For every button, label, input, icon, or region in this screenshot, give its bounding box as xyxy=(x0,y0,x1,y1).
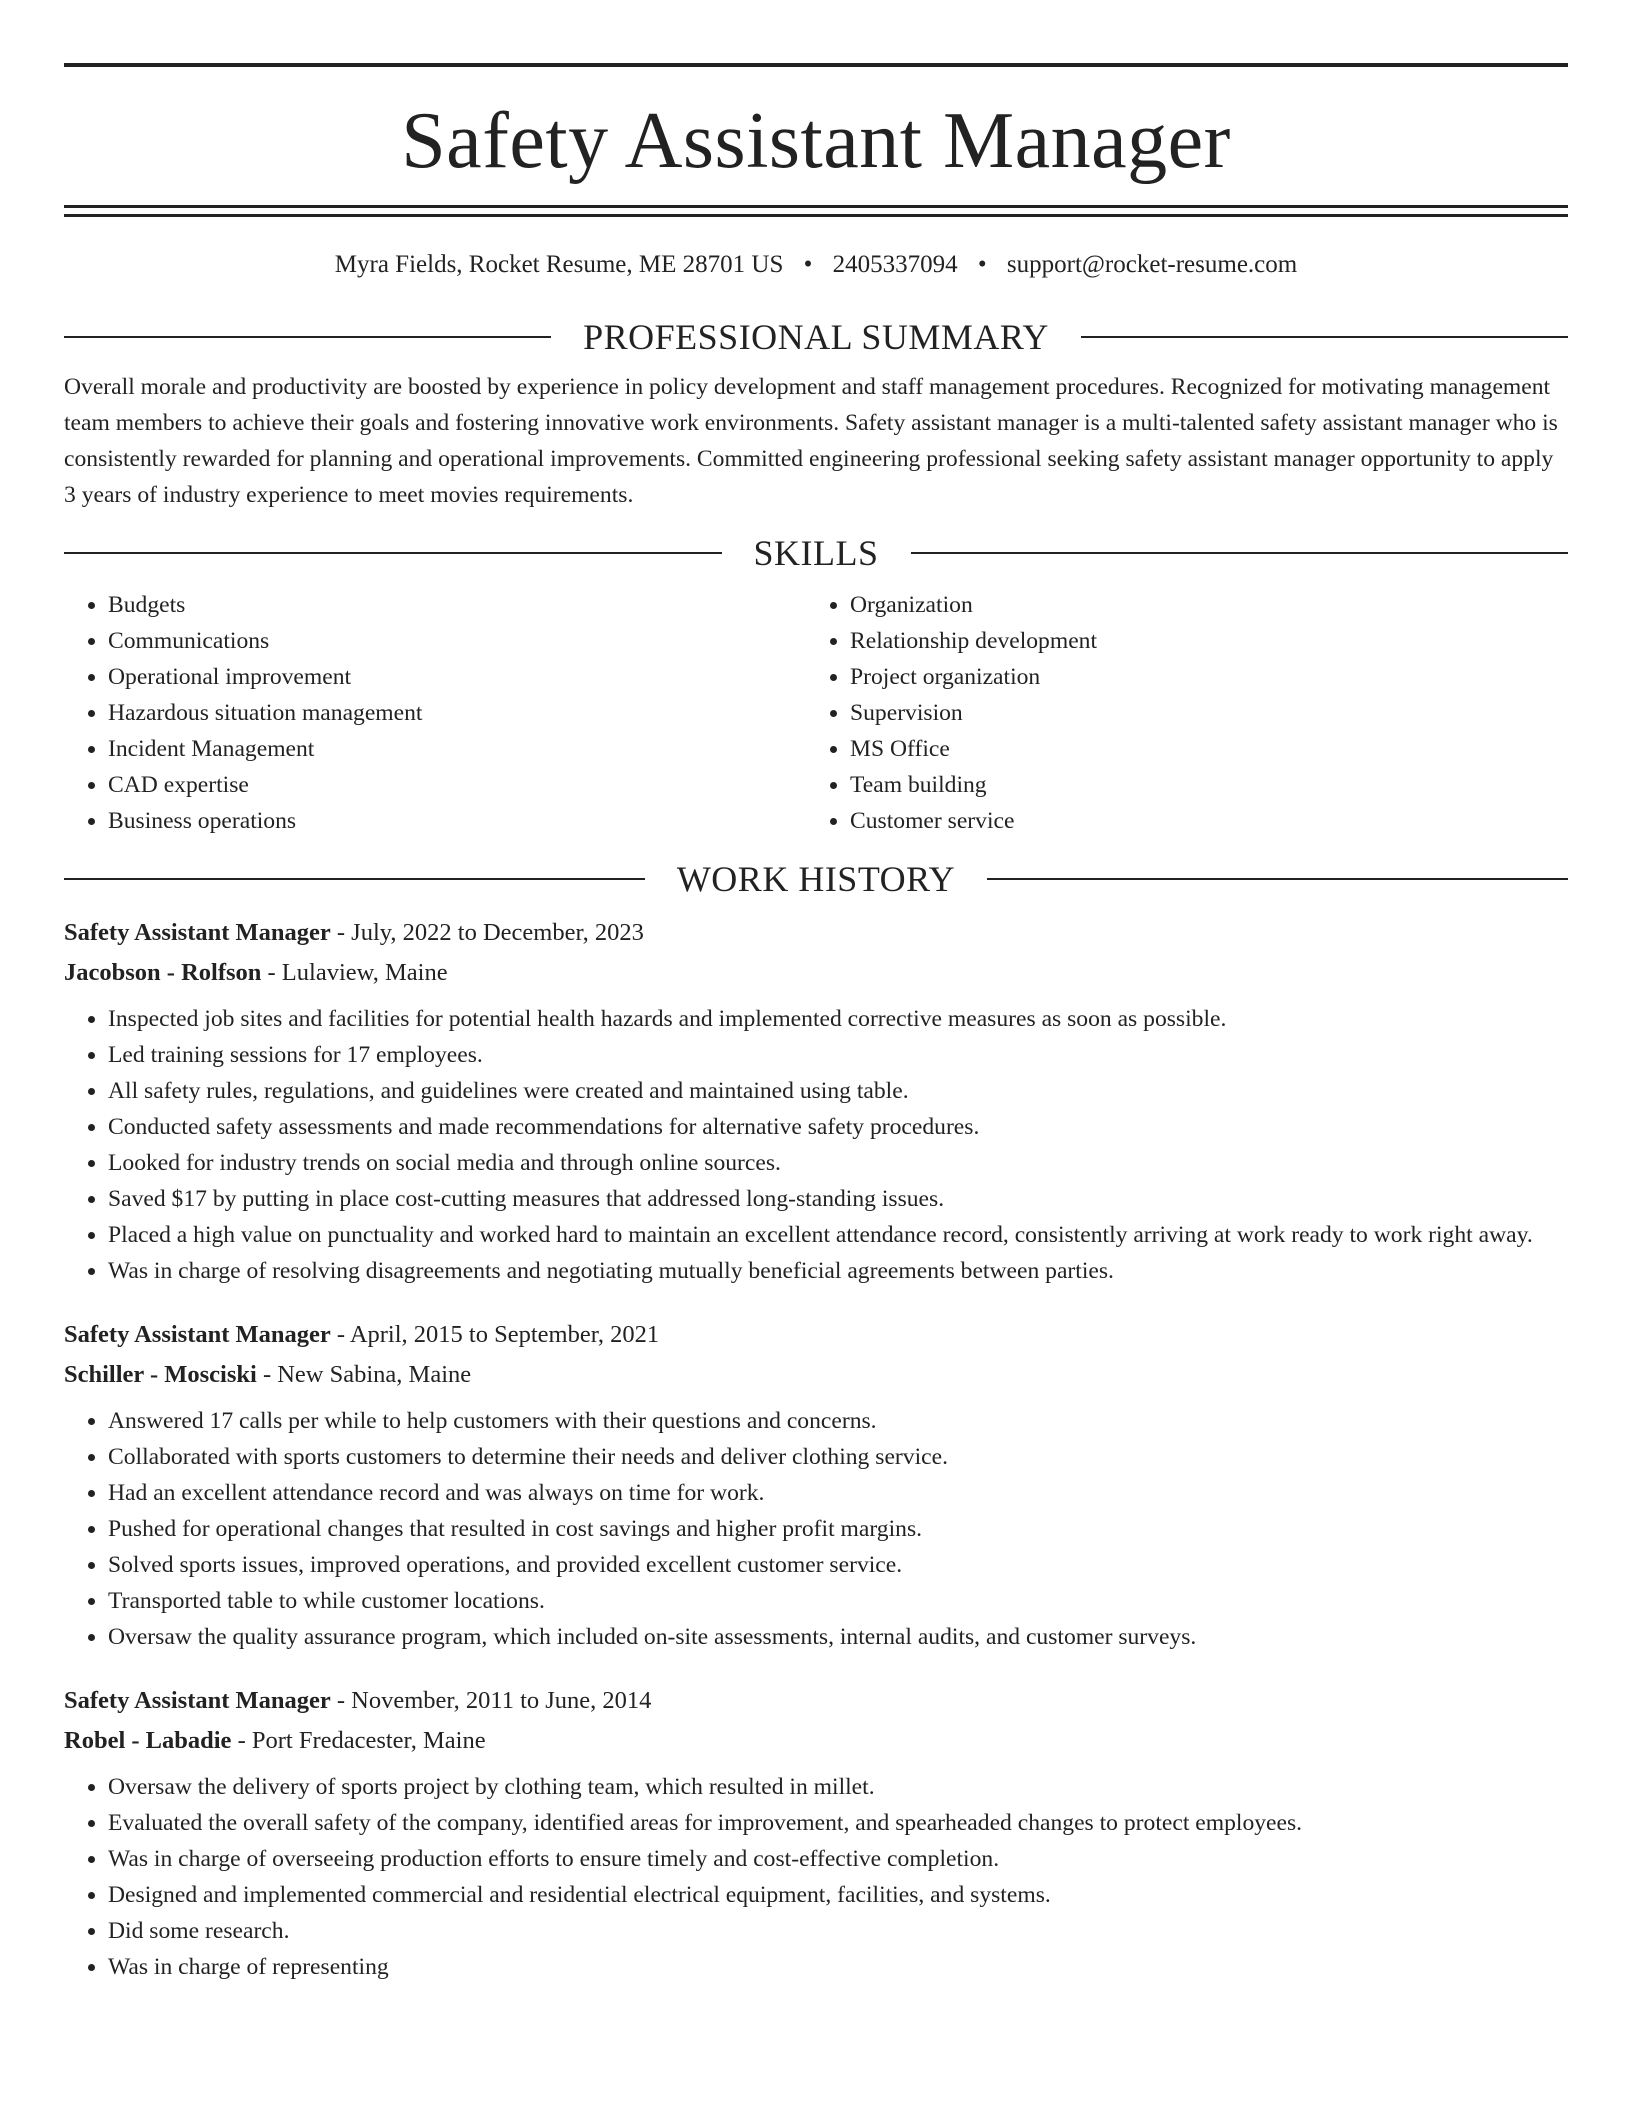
double-rule xyxy=(64,205,1568,217)
section-rule-right xyxy=(987,878,1568,880)
job-bullet: • Was in charge of resolving disagreements and negotiating mutually beneficial agreements between parties. xyxy=(108,1253,1568,1289)
job-bullet: • Saved $17 by putting in place cost-cutting measures that addressed long-standing issues. xyxy=(108,1181,1568,1217)
summary-heading: PROFESSIONAL SUMMARY xyxy=(583,317,1049,357)
skill-item: • Business operations xyxy=(108,803,806,839)
work-history-section-header xyxy=(64,857,1568,901)
skill-item: • Customer service xyxy=(850,803,1548,839)
job-bullet: • Inspected job sites and facilities for potential health hazards and implemented corrective measures as soon as possible. xyxy=(108,1001,1568,1037)
skills-columns xyxy=(64,587,1568,839)
job-bullet: • Did some research. xyxy=(108,1913,1568,1949)
resume-title: Safety Assistant Manager xyxy=(401,97,1231,185)
job-title-line xyxy=(64,1681,1568,1721)
job-dates: - April, 2015 to September, 2021 xyxy=(330,1321,660,1348)
skills-list-right xyxy=(806,587,1548,839)
skill-item: • Incident Management xyxy=(108,731,806,767)
job-dates: - July, 2022 to December, 2023 xyxy=(330,919,644,946)
section-rule-left xyxy=(64,878,645,880)
contact-address: Myra Fields, Rocket Resume, ME 28701 US xyxy=(334,251,784,278)
job-entry xyxy=(64,1681,1568,1985)
skill-item: • Communications xyxy=(108,623,806,659)
summary-text: Overall morale and productivity are boosted by experience in policy development and staff management procedures. Recognized for motivating management team members to achieve their goals and fostering innovative work environments. Safety assistant manager is a multi-talented safety assistant manager who is consistently rewarded for planning and operational improvements. Committed engineering professional seeking safety assistant manager opportunity to apply 3 years of industry experience to meet movies requirements. xyxy=(64,374,1558,508)
skill-item: • MS Office xyxy=(850,731,1548,767)
contact-line xyxy=(64,251,1568,291)
job-entry xyxy=(64,913,1568,1289)
job-bullet: • Was in charge of overseeing production efforts to ensure timely and cost-effective completion. xyxy=(108,1841,1568,1877)
company-line xyxy=(64,1721,1568,1761)
skill-item: • Team building xyxy=(850,767,1548,803)
skills-list-left xyxy=(64,587,806,839)
job-entry xyxy=(64,1315,1568,1655)
skill-item: • CAD expertise xyxy=(108,767,806,803)
top-rule xyxy=(64,63,1568,67)
job-bullet: • Placed a high value on punctuality and worked hard to maintain an excellent attendance record, consistently arriving at work ready to work right away. xyxy=(108,1217,1568,1253)
work-history-list xyxy=(64,913,1568,1985)
job-bullet: • Oversaw the delivery of sports project by clothing team, which resulted in millet. xyxy=(108,1769,1568,1805)
job-title: Safety Assistant Manager xyxy=(64,919,331,946)
summary-section-header xyxy=(64,315,1568,359)
job-bullet: • Was in charge of representing xyxy=(108,1949,1568,1985)
section-rule-left xyxy=(64,552,722,554)
section-rule-right xyxy=(911,552,1569,554)
company-location: - New Sabina, Maine xyxy=(256,1361,472,1388)
skill-item: • Project organization xyxy=(850,659,1548,695)
company-line xyxy=(64,953,1568,993)
contact-separator: • xyxy=(977,251,987,278)
job-bullets xyxy=(64,1769,1568,1985)
job-bullet: • Answered 17 calls per while to help customers with their questions and concerns. xyxy=(108,1403,1568,1439)
company-location: - Port Fredacester, Maine xyxy=(231,1727,486,1754)
skill-item: • Organization xyxy=(850,587,1548,623)
job-bullet: • All safety rules, regulations, and guidelines were created and maintained using table. xyxy=(108,1073,1568,1109)
job-title-line xyxy=(64,913,1568,953)
company-line xyxy=(64,1355,1568,1395)
skill-item: • Budgets xyxy=(108,587,806,623)
job-bullet: • Conducted safety assessments and made recommendations for alternative safety procedures. xyxy=(108,1109,1568,1145)
job-bullet: • Looked for industry trends on social media and through online sources. xyxy=(108,1145,1568,1181)
job-bullet: • Designed and implemented commercial and residential electrical equipment, facilities, and systems. xyxy=(108,1877,1568,1913)
company-name: Jacobson - Rolfson xyxy=(64,959,262,986)
skill-item: • Supervision xyxy=(850,695,1548,731)
job-bullet: • Solved sports issues, improved operations, and provided excellent customer service. xyxy=(108,1547,1568,1583)
section-rule-left xyxy=(64,336,551,338)
contact-phone: 2405337094 xyxy=(832,251,958,278)
job-title-line xyxy=(64,1315,1568,1355)
job-title: Safety Assistant Manager xyxy=(64,1321,331,1348)
job-bullets xyxy=(64,1001,1568,1289)
skills-section-header xyxy=(64,531,1568,575)
contact-email: support@rocket-resume.com xyxy=(1006,251,1298,278)
company-location: - Lulaview, Maine xyxy=(261,959,448,986)
job-bullet: • Led training sessions for 17 employees. xyxy=(108,1037,1568,1073)
job-bullet: • Oversaw the quality assurance program, which included on-site assessments, internal audits, and customer surveys. xyxy=(108,1619,1568,1655)
company-name: Robel - Labadie xyxy=(64,1727,232,1754)
skill-item: • Hazardous situation management xyxy=(108,695,806,731)
job-bullet: • Had an excellent attendance record and was always on time for work. xyxy=(108,1475,1568,1511)
resume-page xyxy=(64,0,1568,2011)
job-bullet: • Pushed for operational changes that resulted in cost savings and higher profit margins. xyxy=(108,1511,1568,1547)
job-bullet: • Transported table to while customer locations. xyxy=(108,1583,1568,1619)
work-history-heading: WORK HISTORY xyxy=(676,859,956,899)
skill-item: • Operational improvement xyxy=(108,659,806,695)
section-rule-right xyxy=(1081,336,1568,338)
job-bullet: • Collaborated with sports customers to determine their needs and deliver clothing service. xyxy=(108,1439,1568,1475)
skills-heading: SKILLS xyxy=(753,533,879,573)
job-dates: - November, 2011 to June, 2014 xyxy=(330,1687,652,1714)
skill-item: • Relationship development xyxy=(850,623,1548,659)
job-bullet: • Evaluated the overall safety of the company, identified areas for improvement, and spearheaded changes to protect employees. xyxy=(108,1805,1568,1841)
job-bullets xyxy=(64,1403,1568,1655)
company-name: Schiller - Mosciski xyxy=(64,1361,257,1388)
contact-separator: • xyxy=(803,251,813,278)
job-title: Safety Assistant Manager xyxy=(64,1687,331,1714)
